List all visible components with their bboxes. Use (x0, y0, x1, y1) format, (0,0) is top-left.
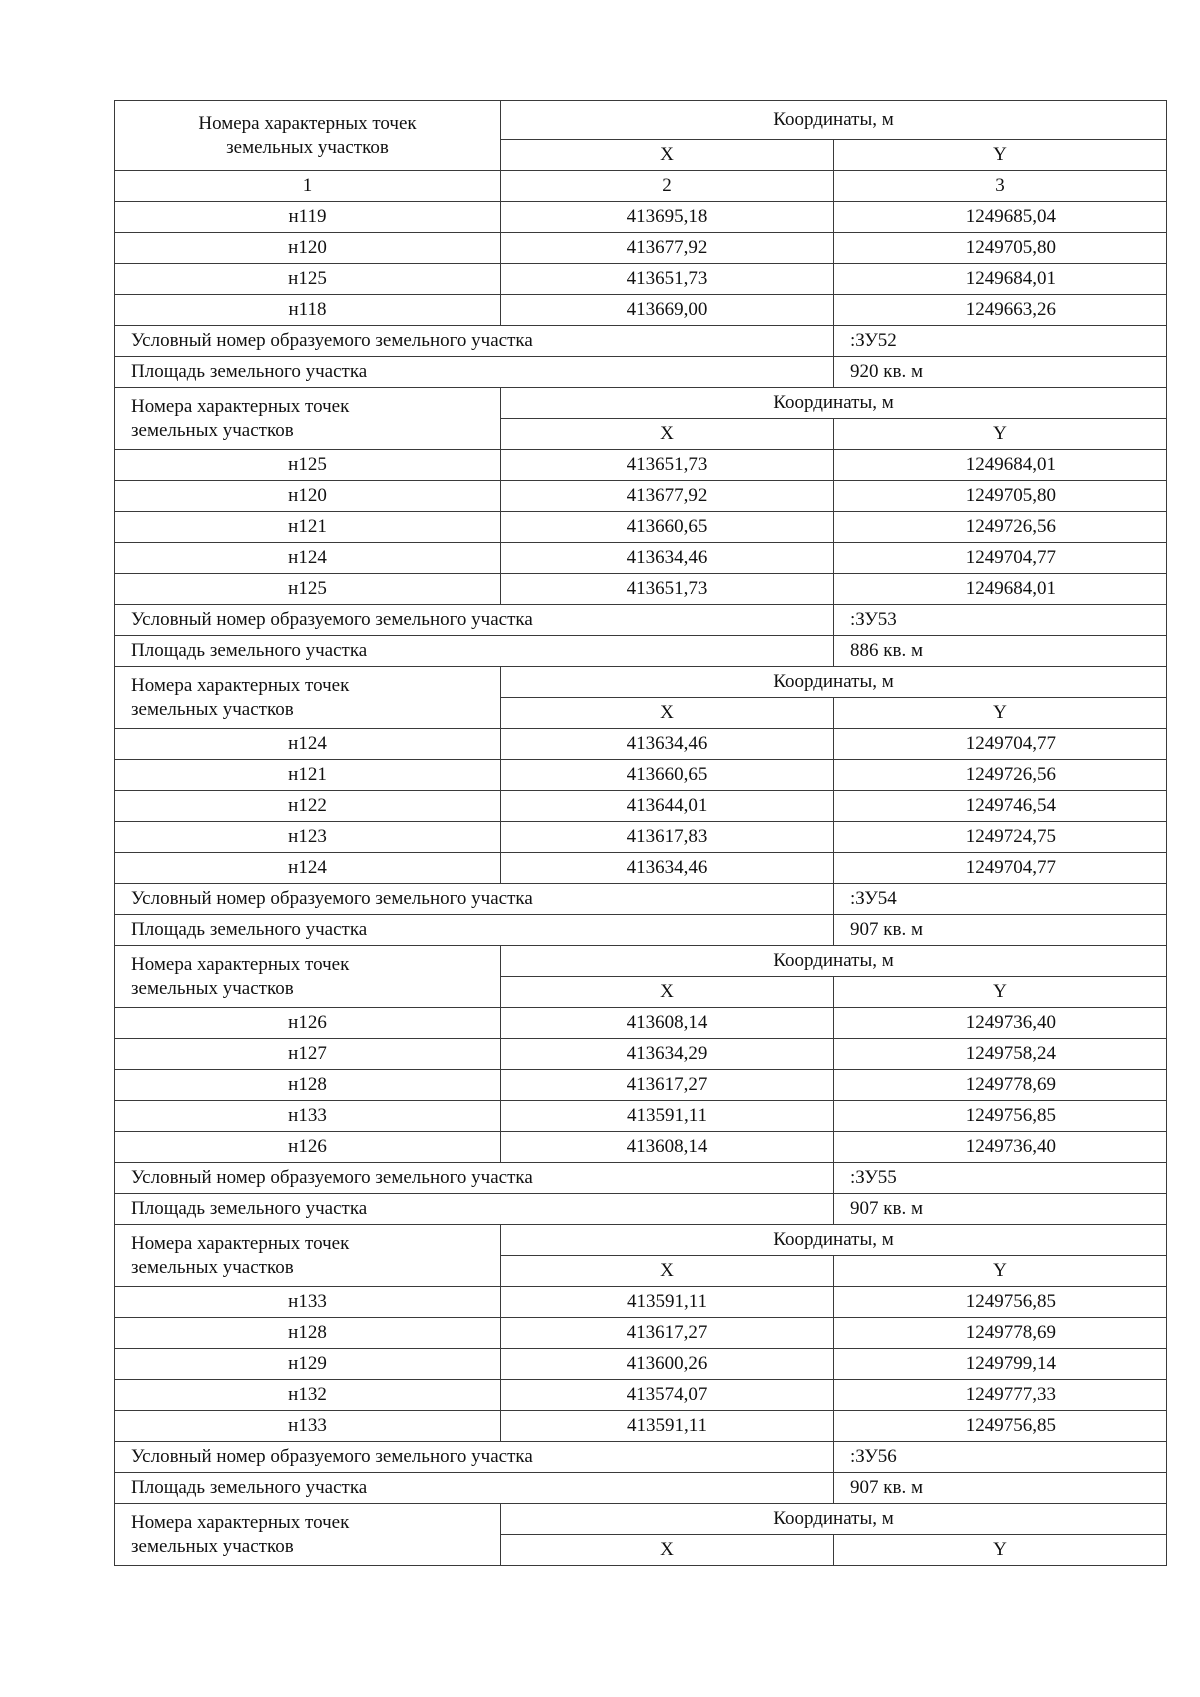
y-coordinate-cell: 1249777,33 (834, 1380, 1167, 1411)
x-coordinate-cell: 413634,46 (501, 853, 834, 884)
point-name-cell: н128 (115, 1070, 501, 1101)
point-row (115, 1070, 1167, 1101)
x-coordinate-cell: 413660,65 (501, 512, 834, 543)
x-axis-header: X (501, 1535, 834, 1566)
points-header-line1: Номера характерных точек (131, 674, 350, 696)
parcel-number-value: :ЗУ55 (834, 1163, 1167, 1194)
parcel-number-value: :ЗУ52 (834, 326, 1167, 357)
y-coordinate-cell: 1249684,01 (834, 264, 1167, 295)
y-axis-header: Y (834, 698, 1167, 729)
y-coordinate-cell: 1249736,40 (834, 1132, 1167, 1163)
y-axis-header: Y (834, 140, 1167, 171)
point-row (115, 264, 1167, 295)
y-coordinate-cell: 1249736,40 (834, 1008, 1167, 1039)
parcel-area-label: Площадь земельного участка (115, 915, 834, 946)
y-coordinate-cell: 1249684,01 (834, 574, 1167, 605)
point-row (115, 1132, 1167, 1163)
y-coordinate-cell: 1249726,56 (834, 512, 1167, 543)
x-coordinate-cell: 413591,11 (501, 1411, 834, 1442)
parcel-area-value: 907 кв. м (834, 1473, 1167, 1504)
y-coordinate-cell: 1249726,56 (834, 760, 1167, 791)
points-header-cell (115, 1225, 501, 1287)
parcel-area-value: 907 кв. м (834, 1194, 1167, 1225)
coords-header: Координаты, м (501, 1225, 1167, 1256)
y-coordinate-cell: 1249756,85 (834, 1411, 1167, 1442)
x-coordinate-cell: 413608,14 (501, 1008, 834, 1039)
points-header-line2: земельных участков (226, 136, 389, 158)
y-axis-header: Y (834, 1535, 1167, 1566)
point-name-cell: н119 (115, 202, 501, 233)
y-coordinate-cell: 1249685,04 (834, 202, 1167, 233)
parcel-number-label: Условный номер образуемого земельного участка (115, 884, 834, 915)
points-header-line2: земельных участков (131, 1256, 294, 1278)
y-coordinate-cell: 1249724,75 (834, 822, 1167, 853)
x-coordinate-cell: 413695,18 (501, 202, 834, 233)
coords-header: Координаты, м (501, 1504, 1167, 1535)
point-row (115, 450, 1167, 481)
header-row (115, 101, 1167, 140)
parcel-area-label: Площадь земельного участка (115, 1473, 834, 1504)
points-header-cell (115, 1504, 501, 1566)
point-row (115, 233, 1167, 264)
parcel-area-label: Площадь земельного участка (115, 357, 834, 388)
points-header-cell (115, 946, 501, 1008)
point-name-cell: н120 (115, 233, 501, 264)
x-coordinate-cell: 413634,29 (501, 1039, 834, 1070)
parcel-area-value: 920 кв. м (834, 357, 1167, 388)
points-header-cell (115, 101, 501, 171)
parcel-number-value: :ЗУ56 (834, 1442, 1167, 1473)
points-header-cell (115, 388, 501, 450)
y-coordinate-cell: 1249756,85 (834, 1287, 1167, 1318)
section-header-row (115, 1504, 1167, 1535)
points-header-line1: Номера характерных точек (198, 112, 417, 134)
x-axis-header: X (501, 977, 834, 1008)
points-header-line1: Номера характерных точек (131, 395, 350, 417)
x-coordinate-cell: 413574,07 (501, 1380, 834, 1411)
point-row (115, 1411, 1167, 1442)
point-name-cell: н132 (115, 1380, 501, 1411)
point-row (115, 512, 1167, 543)
points-header-cell (115, 667, 501, 729)
point-name-cell: н120 (115, 481, 501, 512)
x-coordinate-cell: 413669,00 (501, 295, 834, 326)
parcel-area-row (115, 1194, 1167, 1225)
point-row (115, 202, 1167, 233)
section-header-row (115, 388, 1167, 419)
x-axis-header: X (501, 1256, 834, 1287)
y-coordinate-cell: 1249778,69 (834, 1318, 1167, 1349)
point-row (115, 295, 1167, 326)
point-row (115, 1318, 1167, 1349)
point-name-cell: н126 (115, 1132, 501, 1163)
point-name-cell: н121 (115, 760, 501, 791)
coords-header: Координаты, м (501, 667, 1167, 698)
x-coordinate-cell: 413644,01 (501, 791, 834, 822)
x-coordinate-cell: 413677,92 (501, 481, 834, 512)
point-row (115, 822, 1167, 853)
parcel-number-label: Условный номер образуемого земельного участка (115, 605, 834, 636)
y-axis-header: Y (834, 977, 1167, 1008)
point-name-cell: н121 (115, 512, 501, 543)
y-coordinate-cell: 1249663,26 (834, 295, 1167, 326)
point-name-cell: н126 (115, 1008, 501, 1039)
point-name-cell: н133 (115, 1287, 501, 1318)
point-name-cell: н118 (115, 295, 501, 326)
y-coordinate-cell: 1249778,69 (834, 1070, 1167, 1101)
parcel-number-row (115, 326, 1167, 357)
x-coordinate-cell: 413617,27 (501, 1070, 834, 1101)
x-axis-header: X (501, 140, 834, 171)
section-header-row (115, 667, 1167, 698)
point-row (115, 1380, 1167, 1411)
y-coordinate-cell: 1249684,01 (834, 450, 1167, 481)
y-coordinate-cell: 1249758,24 (834, 1039, 1167, 1070)
y-coordinate-cell: 1249704,77 (834, 543, 1167, 574)
point-row (115, 1039, 1167, 1070)
parcel-area-value: 907 кв. м (834, 915, 1167, 946)
coords-header: Координаты, м (501, 388, 1167, 419)
section-header-row (115, 1225, 1167, 1256)
point-row (115, 1101, 1167, 1132)
section-header-row (115, 946, 1167, 977)
point-name-cell: н133 (115, 1101, 501, 1132)
coords-header: Координаты, м (501, 946, 1167, 977)
points-header-line2: земельных участков (131, 977, 294, 999)
point-name-cell: н125 (115, 264, 501, 295)
x-coordinate-cell: 413634,46 (501, 543, 834, 574)
point-name-cell: н123 (115, 822, 501, 853)
parcel-number-row (115, 884, 1167, 915)
point-row (115, 1008, 1167, 1039)
coords-header: Координаты, м (501, 101, 1167, 140)
y-coordinate-cell: 1249704,77 (834, 853, 1167, 884)
y-coordinate-cell: 1249799,14 (834, 1349, 1167, 1380)
y-axis-header: Y (834, 1256, 1167, 1287)
points-header-line2: земельных участков (131, 419, 294, 441)
point-name-cell: н129 (115, 1349, 501, 1380)
parcel-number-value: :ЗУ54 (834, 884, 1167, 915)
point-row (115, 1287, 1167, 1318)
point-name-cell: н122 (115, 791, 501, 822)
x-coordinate-cell: 413600,26 (501, 1349, 834, 1380)
x-coordinate-cell: 413634,46 (501, 729, 834, 760)
x-coordinate-cell: 413651,73 (501, 450, 834, 481)
parcel-area-row (115, 1473, 1167, 1504)
x-coordinate-cell: 413651,73 (501, 574, 834, 605)
coordinates-table (114, 100, 1167, 1566)
parcel-area-label: Площадь земельного участка (115, 1194, 834, 1225)
column-number-1: 1 (115, 171, 501, 202)
points-header-line2: земельных участков (131, 1535, 294, 1557)
point-row (115, 729, 1167, 760)
point-row (115, 543, 1167, 574)
x-axis-header: X (501, 698, 834, 729)
parcel-area-value: 886 кв. м (834, 636, 1167, 667)
parcel-number-row (115, 1163, 1167, 1194)
parcel-number-row (115, 1442, 1167, 1473)
x-coordinate-cell: 413591,11 (501, 1101, 834, 1132)
point-name-cell: н124 (115, 543, 501, 574)
x-coordinate-cell: 413677,92 (501, 233, 834, 264)
x-coordinate-cell: 413617,27 (501, 1318, 834, 1349)
point-name-cell: н127 (115, 1039, 501, 1070)
point-name-cell: н124 (115, 853, 501, 884)
parcel-number-label: Условный номер образуемого земельного участка (115, 1442, 834, 1473)
parcel-number-row (115, 605, 1167, 636)
parcel-area-row (115, 636, 1167, 667)
coordinates-table-body (115, 101, 1167, 1566)
y-coordinate-cell: 1249746,54 (834, 791, 1167, 822)
parcel-number-label: Условный номер образуемого земельного участка (115, 1163, 834, 1194)
point-name-cell: н125 (115, 450, 501, 481)
point-row (115, 760, 1167, 791)
x-coordinate-cell: 413608,14 (501, 1132, 834, 1163)
point-row (115, 791, 1167, 822)
x-coordinate-cell: 413651,73 (501, 264, 834, 295)
point-name-cell: н133 (115, 1411, 501, 1442)
x-axis-header: X (501, 419, 834, 450)
parcel-area-row (115, 915, 1167, 946)
parcel-area-row (115, 357, 1167, 388)
y-coordinate-cell: 1249705,80 (834, 481, 1167, 512)
y-coordinate-cell: 1249704,77 (834, 729, 1167, 760)
y-coordinate-cell: 1249756,85 (834, 1101, 1167, 1132)
x-coordinate-cell: 413660,65 (501, 760, 834, 791)
parcel-number-label: Условный номер образуемого земельного участка (115, 326, 834, 357)
points-header-line2: земельных участков (131, 698, 294, 720)
y-coordinate-cell: 1249705,80 (834, 233, 1167, 264)
column-number-3: 3 (834, 171, 1167, 202)
point-row (115, 1349, 1167, 1380)
point-name-cell: н128 (115, 1318, 501, 1349)
column-number-row (115, 171, 1167, 202)
y-axis-header: Y (834, 419, 1167, 450)
point-row (115, 481, 1167, 512)
column-number-2: 2 (501, 171, 834, 202)
x-coordinate-cell: 413617,83 (501, 822, 834, 853)
point-row (115, 853, 1167, 884)
x-coordinate-cell: 413591,11 (501, 1287, 834, 1318)
points-header-line1: Номера характерных точек (131, 953, 350, 975)
parcel-area-label: Площадь земельного участка (115, 636, 834, 667)
point-name-cell: н124 (115, 729, 501, 760)
points-header-line1: Номера характерных точек (131, 1511, 350, 1533)
points-header-line1: Номера характерных точек (131, 1232, 350, 1254)
point-name-cell: н125 (115, 574, 501, 605)
point-row (115, 574, 1167, 605)
parcel-number-value: :ЗУ53 (834, 605, 1167, 636)
